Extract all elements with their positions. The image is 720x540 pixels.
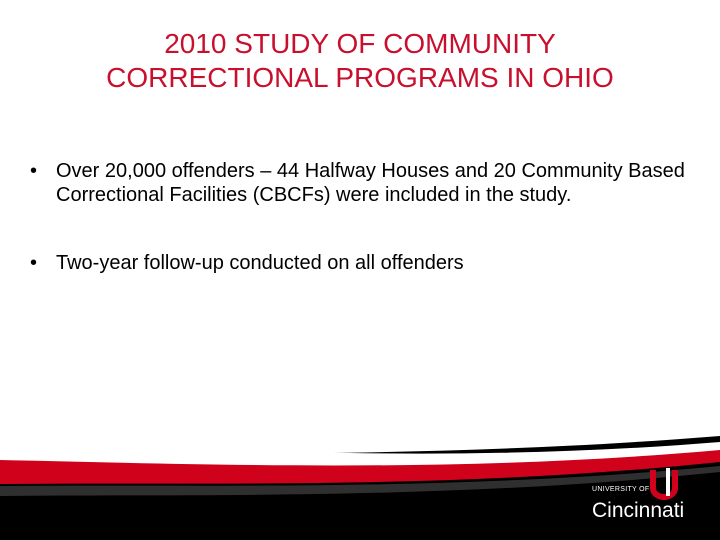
slide-title (0, 27, 720, 95)
bullet-icon: • (30, 252, 38, 274)
title-line-1: 2010 STUDY OF COMMUNITY (164, 28, 556, 59)
bullet-list (30, 159, 700, 275)
uc-monogram-icon (644, 466, 684, 502)
bullet-text: Two-year follow-up conducted on all offenders (56, 252, 464, 274)
bullet-icon: • (30, 160, 38, 182)
logo-cincinnati: Cincinnati (592, 499, 685, 522)
university-logo (592, 466, 702, 530)
list-item (30, 251, 700, 275)
logo-university-of: UNIVERSITY OF (592, 486, 650, 493)
list-item (30, 159, 700, 207)
bullet-text: Over 20,000 offenders – 44 Halfway Houses and 20 Community Based Correctional Facilities (CBCFs) were included in the study. (56, 160, 685, 206)
title-line-2: CORRECTIONAL PROGRAMS IN OHIO (106, 62, 614, 93)
